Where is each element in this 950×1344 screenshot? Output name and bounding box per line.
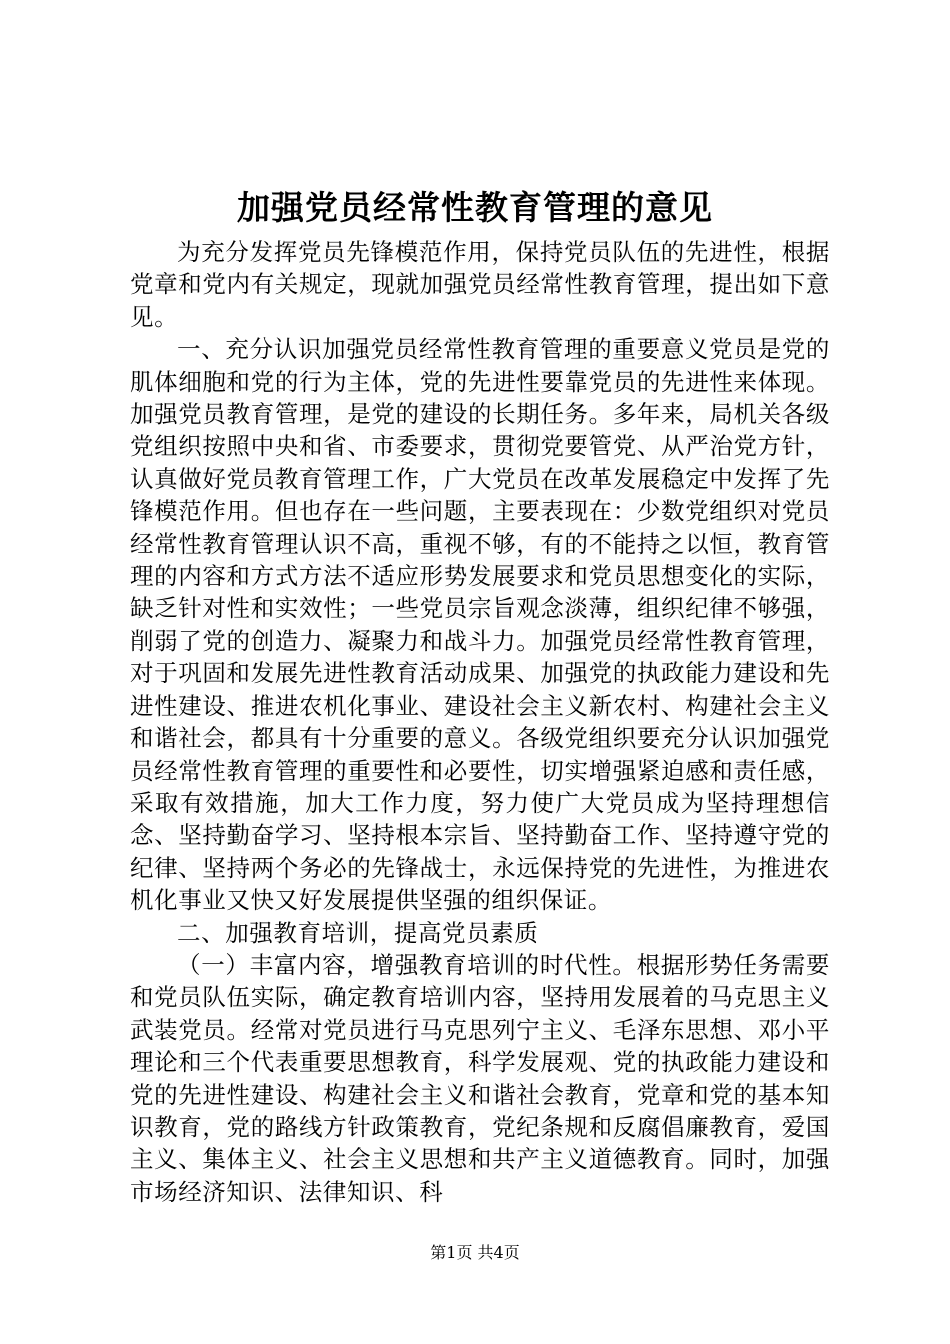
page-footer: 第1页 共4页 <box>430 1243 520 1262</box>
paragraph-subsection-one: （一）丰富内容，增强教育培训的时代性。根据形势任务需要和党员队伍实际，确定教育培训内容，坚持用发展着的马克思主义武装党员。经常对党员进行马克思列宁主义、毛泽东思想、邓小平理论和三个代表重要思想教育，科学发展观、党的执政能力建设和党的先进性建设、构建社会主义和谐社会教育，党章和党的基本知识教育，党的路线方针政策教育，党纪条规和反腐倡廉教育，爱国主义、集体主义、社会主义思想和共产主义道德教育。同时，加强市场经济知识、法律知识、科 <box>130 950 830 1206</box>
paragraph-intro: 为充分发挥党员先锋模范作用，保持党员队伍的先进性，根据党章和党内有关规定，现就加强党员经常性教育管理，提出如下意见。 <box>130 238 830 331</box>
document-body <box>130 236 830 1208</box>
heading-section-two: 二、加强教育培训，提高党员素质 <box>177 918 539 947</box>
document-title: 加强党员经常性教育管理的意见 <box>237 188 713 227</box>
paragraph-section-one: 一、充分认识加强党员经常性教育管理的重要意义党员是党的肌体细胞和党的行为主体，党的先进性要靠党员的先进性来体现。加强党员教育管理，是党的建设的长期任务。多年来，局机关各级党组织按照中央和省、市委要求，贯彻党要管党、从严治党方针，认真做好党员教育管理工作，广大党员在改革发展稳定中发挥了先锋模范作用。但也存在一些问题，主要表现在：少数党组织对党员经常性教育管理认识不高，重视不够，有的不能持之以恒，教育管理的内容和方式方法不适应形势发展要求和党员思想变化的实际，缺乏针对性和实效性；一些党员宗旨观念淡薄，组织纪律不够强，削弱了党的创造力、凝聚力和战斗力。加强党员经常性教育管理，对于巩固和发展先进性教育活动成果、加强党的执政能力建设和先进性建设、推进农机化事业、建设社会主义新农村、构建社会主义和谐社会，都具有十分重要的意义。各级党组织要充分认识加强党员经常性教育管理的重要性和必要性，切实增强紧迫感和责任感，采取有效措施，加大工作力度，努力使广大党员成为坚持理想信念、坚持勤奋学习、坚持根本宗旨、坚持勤奋工作、坚持遵守党的纪律、坚持两个务必的先锋战士，永远保持党的先进性，为推进农机化事业又快又好发展提供坚强的组织保证。 <box>130 335 830 915</box>
